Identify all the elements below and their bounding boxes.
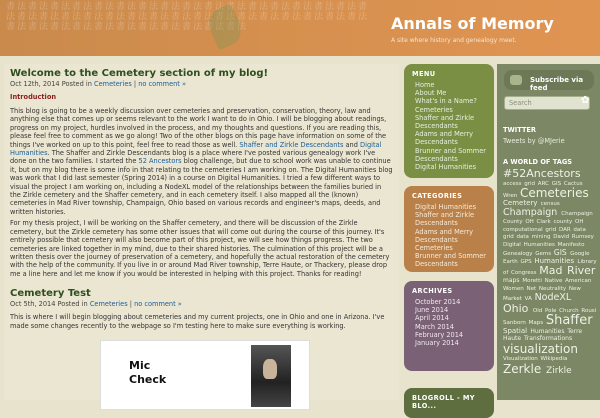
category-item[interactable]: Brunner and Sommer Descendants <box>415 252 486 269</box>
menu-item-cemeteries[interactable]: Cemeteries <box>415 105 453 114</box>
tag-link[interactable]: Champaign <box>503 206 562 218</box>
tag-link[interactable]: visualization <box>503 341 578 356</box>
main-content <box>4 64 399 400</box>
tag-link[interactable]: Humanities <box>534 256 578 265</box>
tags-heading: A WORLD OF TAGS <box>503 158 572 166</box>
site-title[interactable]: Annals of Memory <box>391 14 554 33</box>
post-title[interactable]: Welcome to the Cemetery section of my blog! <box>10 68 269 79</box>
tag-link[interactable]: Mad River <box>539 264 596 278</box>
post-category-link[interactable]: Cemeteries <box>94 80 132 88</box>
post-paragraph: This blog is going to be a weekly discussion over cemeteries and preservation, conservation, theory, law and anything else that comes up or seems relevant to the work I want to do in Ohio. I will be blogging about readings, progress on my project, hurdles involved in the process, and my thoughts and questions. If you are reading this, please feel free to comment as we go along! Two of the other blogs on this page have information on some of the things I've worked on up to this point, feel free to read those as well. Shaffer and Zirkle Descendants and Digital Humanities. The Shaffer and Zirkle Descendants blog is a place where I've posted various genealogy work I've done on the two families. I started the 52 Ancestors blog challenge, but due to school work was unable to continue it, but on my blog there is some info in that relating to the cemeteries I am working on. The Digital Humanities blog was work that I did last semester (Spring 2014) in a course on Digital Humanities. I tried a few different ways to visual the project I am working on, including a NodeXL model of the relationships between the families buried in the Zirkle cemetery and the Shaffer cemetery, and in each cemetery itself. I also mapped all the (known) cemeteries in Mad River township, Champaign, Ohio based on various records and engineer's maps, deeds, and written histories. <box>10 107 393 216</box>
tag-link[interactable]: Ohio <box>503 301 533 315</box>
tag-link[interactable]: Cemetery <box>503 199 541 208</box>
search-input[interactable]: Search <box>504 96 590 110</box>
tag-link[interactable]: Zirkle <box>546 366 572 377</box>
post-meta <box>10 80 393 88</box>
tag-link[interactable]: OH Clark county OH computational grid DAR data grid data mining David Rumsey Digital Humanities Manifesto Genealogy Gems <box>503 218 594 257</box>
post-comments-link[interactable]: no comment » <box>138 80 187 88</box>
post <box>4 284 399 410</box>
rss-label: Subscribe via feed <box>530 76 584 92</box>
image-caption-text: Mic Check <box>129 358 167 386</box>
archive-item[interactable]: April 2014 <box>415 314 449 323</box>
site-header <box>0 0 600 56</box>
blogroll-widget <box>404 388 494 418</box>
link-shaffer-zirkle[interactable]: Shaffer and Zirkle Descendants <box>239 140 344 149</box>
menu-item-digital-humanities[interactable]: Digital Humanities <box>415 163 477 172</box>
tag-link[interactable]: Humanities Terre Haute Transformations <box>503 328 583 343</box>
tag-link[interactable]: access <box>503 180 525 187</box>
tag-link[interactable]: maps <box>503 277 523 285</box>
tag-link[interactable]: grid ARC GIS Cactus Wren <box>503 180 583 200</box>
tag-link[interactable]: census <box>540 201 560 208</box>
posted-in-label: Posted in <box>57 300 88 309</box>
archive-item[interactable]: June 2014 <box>415 306 449 315</box>
menu-list <box>412 81 486 171</box>
archive-item[interactable]: February 2014 <box>415 330 464 339</box>
categories-list <box>412 203 486 269</box>
tag-link[interactable]: GPS <box>520 258 535 265</box>
categories-heading: CATEGORIES <box>412 192 463 200</box>
category-item[interactable]: Adams and Merry Descendants <box>415 227 474 244</box>
paw-search-icon[interactable]: ✿ <box>581 95 590 106</box>
menu-item-about[interactable]: About Me <box>415 89 447 98</box>
post-paragraph: This is where I will begin blogging about cemeteries and my current projects, one in Ohio and one in Arizona. I've made some changes recently to the webpage so I'm testing here to make sure everything is working. <box>10 313 385 330</box>
category-item[interactable]: Cemeteries <box>415 244 453 253</box>
menu-item-brunner-sommer[interactable]: Brunner and Sommer Descendants <box>415 146 486 163</box>
post-comments-link[interactable]: no comment » <box>134 300 182 309</box>
blogroll-heading: BLOGROLL - MY BLO... <box>412 394 475 410</box>
post-category-link[interactable]: Cemeteries <box>89 300 128 309</box>
archive-item[interactable]: October 2014 <box>415 298 461 306</box>
site-description: A site where history and genealogy meet. <box>391 37 517 44</box>
category-item[interactable]: Digital Humanities <box>415 203 477 211</box>
tag-link[interactable]: Old Pole Church Rousi Sanborn Maps <box>503 307 597 327</box>
tag-link[interactable]: Zerkle <box>503 362 547 377</box>
posted-in-label: Posted in <box>61 80 92 88</box>
archive-item[interactable]: January 2014 <box>415 339 459 348</box>
menu-item-shaffer-zirkle[interactable]: Shaffer and Zirkle Descendants <box>415 113 475 131</box>
menu-heading: MENU <box>412 70 436 78</box>
archives-list <box>412 298 486 347</box>
post-meta <box>10 300 393 308</box>
twitter-heading: TWITTER <box>503 126 536 134</box>
tag-link[interactable]: Cemeteries <box>519 186 589 201</box>
rss-icon <box>510 75 522 85</box>
tag-link[interactable]: Champaign County <box>503 210 593 225</box>
menu-item-home[interactable]: Home <box>415 81 435 89</box>
categories-widget <box>404 186 494 272</box>
tag-link[interactable]: Library of Congress <box>503 258 597 277</box>
post <box>4 64 399 278</box>
post-date: Oct 5th, 2014 <box>10 300 56 309</box>
link-52-ancestors[interactable]: 52 Ancestors <box>138 157 182 166</box>
link-digital-humanities[interactable]: Digital Humanities <box>10 140 382 158</box>
archive-item[interactable]: March 2014 <box>415 322 454 331</box>
archives-heading: ARCHIVES <box>412 287 453 295</box>
meta-separator: | <box>127 300 135 309</box>
tag-link[interactable]: NodeXL <box>534 291 572 303</box>
section-heading: Introduction <box>10 93 57 101</box>
post-paragraph: For my thesis project, I will be working on the Shaffer cemetery, and there will be discussion of the Zirkle cemetery, but the Zirkle cemetery has some other issues that will come out during the course of this journey. It's entirely possible that cemetery will also become part of this project, we will see how things progress. The two cemeteries are linked together in my mind, due to their shared histories. The culmination of this project will be a written thesis over the journey of preservation of a cemetery, and hopefully the actual restoration of the cemetery with the help of the community. If you live in or around Mad River township, Terre Haute, or Thackery, please drop me a line here and let me know if you would be interested in helping with this project. Thanks for reading! <box>10 219 390 278</box>
tag-cloud <box>503 168 597 377</box>
menu-widget <box>404 64 494 178</box>
category-item[interactable]: Shaffer and Zirkle Descendants <box>415 211 475 228</box>
rss-subscribe-button[interactable] <box>504 70 594 90</box>
tag-link[interactable]: Spatial <box>503 327 531 336</box>
photo-thumbnail <box>251 345 291 407</box>
tag-link[interactable]: #52Ancestors <box>503 167 581 180</box>
tag-link[interactable]: Shaffer <box>545 313 593 329</box>
tag-link[interactable]: Moretti Native American Women Net Neutrality New Market VA <box>503 278 592 302</box>
calligraphy-background: 書法書法書法書法書法書法書法書法書法書法書法書法書法書法書法書法書法書法書法書法書法書法書法書法書法書法書法書法書法書法書法書法書法書法書法書法書法書法書法書法書法書法書法書法 <box>6 2 370 32</box>
post-title[interactable]: Cemetery Test <box>10 288 91 300</box>
right-sidebar <box>497 64 600 400</box>
menu-item-whats-in-a-name[interactable]: What's in a Name? <box>415 97 477 106</box>
tag-link[interactable]: GIS <box>553 247 571 257</box>
twitter-link[interactable]: Tweets by @MJerie <box>503 137 565 145</box>
tag-link[interactable]: Visualization Wikipedia <box>503 356 568 363</box>
tag-link[interactable]: Google Earth <box>503 250 590 265</box>
archives-widget <box>404 281 494 371</box>
post-date: Oct 12th, 2014 <box>10 80 60 88</box>
meta-separator: | <box>131 80 139 88</box>
menu-item-adams-merry[interactable]: Adams and Merry Descendants <box>415 130 474 147</box>
post-image <box>100 340 310 410</box>
